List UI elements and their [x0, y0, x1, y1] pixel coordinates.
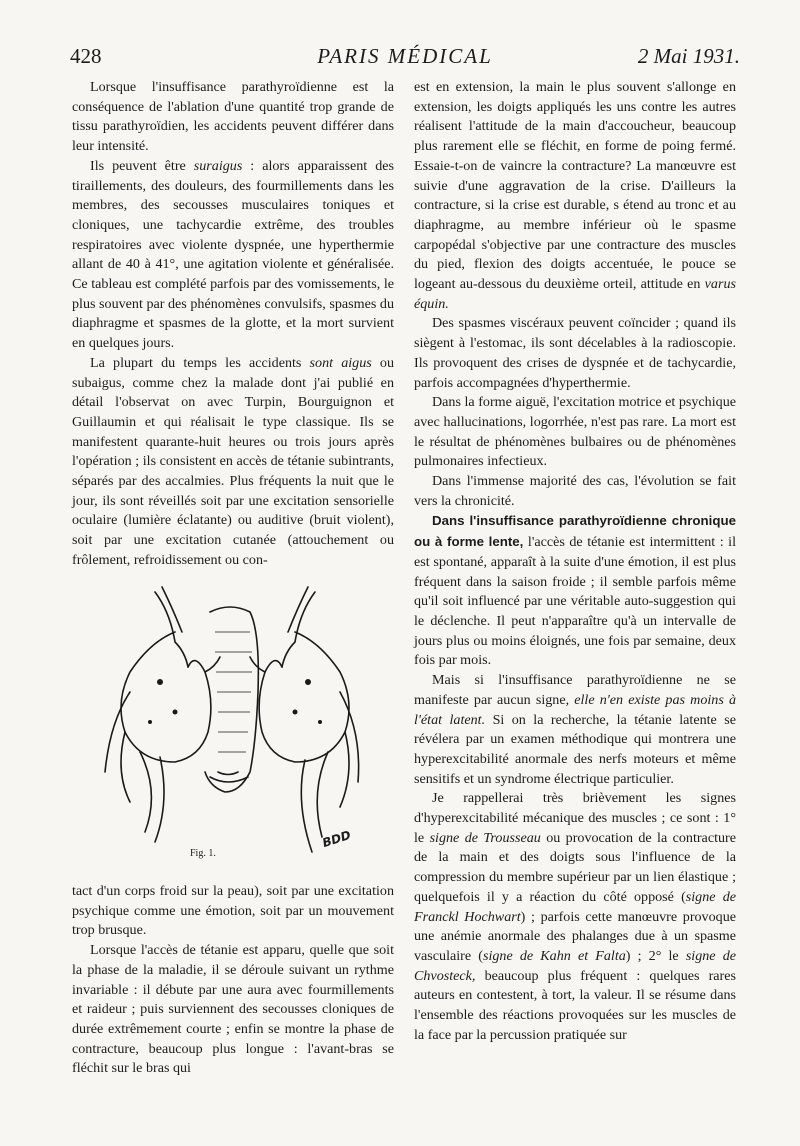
- paragraph: Lorsque l'accès de tétanie est apparu, quelle que soit la phase de la maladie, il se déroule suivant un rythme invariable : il débute par une aura avec fourmillements et raideur ; puis surviennent des secousses cloniques de durée extrêmement courte ; enfin se montre la phase de contracture, beaucoup plus longue : l'avant-bras se fléchit sur le bras qui: [72, 942, 394, 1077]
- section-heading: Dans l'insuffisance parathyroïdienne chronique ou à forme lente,: [414, 513, 736, 550]
- artist-signature: BDD: [320, 827, 353, 851]
- paragraph: Des spasmes viscéraux peuvent coïncider ; quand ils siègent à l'estomac, ils sont décelables à la radioscopie. Ils provoquent des crises de dyspnée et de tachycardie, parfois accompagnées d'hyperthermie.: [414, 315, 736, 391]
- paragraph: Ils peuvent être suraigus : alors apparaissent des tiraillements, des douleurs, des fourmillements dans les membres, des secousses musculaires toniques et cloniques, une tachycardie extrême, des troubles respiratoires avec violente dyspnée, une hyperthermie allant de 40 à 41°, une agitation violente et généralisée. Ce tableau est complété parfois par des vomissements, le plus souvent par des phénomènes convulsifs, spasmes du diaphragme et spasmes de la glotte, et la mort survient en quelques jours.: [72, 157, 394, 352]
- issue-date: 2 Mai 1931.: [637, 44, 740, 68]
- figure-hands-illustration: [100, 572, 370, 872]
- paragraph: Dans l'insuffisance parathyroïdienne chronique ou à forme lente, l'accès de tétanie est intermittent : il est spontané, apparaît à la suite d'une émotion, il est plus fréquent dans la saison froide ; il semble parfois même qu'il soit influencé par une véritable auto-suggestion qui le déclenche. Il peut n'apparaître qu'à un intervalle de jours plus ou moins éloignés, une fois par semaine, deux fois par mois.: [414, 513, 736, 669]
- page-header: [70, 44, 740, 74]
- left-column-bottom: [72, 882, 394, 1079]
- journal-title: PARIS MÉDICAL: [317, 44, 493, 68]
- left-column-top: [72, 78, 394, 571]
- figure-caption: Fig. 1.: [190, 848, 216, 859]
- paragraph: Lorsque l'insuffisance parathyroïdienne est la conséquence de l'ablation d'une quantité trop grande de tissu parathyroïdien, les accidents peuvent différer dans leur intensité.: [72, 79, 394, 155]
- paragraph: est en extension, la main le plus souvent s'allonge en extension, les doigts appliqués les uns contre les autres réalisent l'attitude de la main d'accoucheur, beaucoup plus rarement elle se fléchit, en forme de poing fermé. Essaie-t-on de vaincre la contracture? La manœuvre est suivie d'une aggravation de la crise. D'ailleurs la contracture, si la crise est durable, s étend au tronc et au diaphragme, au membre inférieur où le spasme carpopédal s'objective par une contracture des muscles du pied, flexion des doigts accentuée, le pouce se logeant au-dessous du deuxième orteil, attitude en varus équin.: [414, 79, 736, 312]
- right-column: [414, 78, 736, 1045]
- paragraph: Dans l'immense majorité des cas, l'évolution se fait vers la chronicité.: [414, 473, 736, 509]
- paragraph: tact d'un corps froid sur la peau), soit par une excitation psychique comme une émotion, soit par un mouvement trop brusque.: [72, 883, 394, 939]
- paragraph: La plupart du temps les accidents sont aigus ou subaigus, comme chez la malade dont j'ai publié en détail l'observat on avec Turpin, Bourguignon et Guillaumin et qui réalisait le type classique. Ils se manifestent quarante-huit heures ou trois jours après l'opération ; ils consistent en accès de tétanie subintrants, séparés par des accalmies. Plus fréquents la nuit que le jour, ils sont réveillés soit par une excitation sensorielle oculaire (lumière éclatante) ou auditive (bruit violent), soit par une excitation cutanée (attouchement ou frôlement, refroidissement ou con-: [72, 354, 394, 568]
- paragraph: Dans la forme aiguë, l'excitation motrice et psychique avec hallucinations, logorrhée, n'est pas rare. La mort est le résultat de phénomènes bulbaires ou de phénomènes pulmonaires infectieux.: [414, 394, 736, 470]
- paragraph: Mais si l'insuffisance parathyroïdienne ne se manifeste par aucun signe, elle n'en existe pas moins à l'état latent. Si on la recherche, la tétanie latente se révélera par un examen méthodique qui montrera une hyperexcitabilité anormale des nerfs moteurs et même sensitifs et un syndrome électrique particulier.: [414, 672, 736, 787]
- paragraph: Je rappellerai très brièvement les signes d'hyperexcitabilité mécanique des muscles ; ce sont : 1° le signe de Trousseau ou provocation de la contracture de la main et des doigts sous l'influence de la compression du membre supérieur par un lien élastique ; quelquefois il y a réaction du côté opposé (signe de Franckl Hochwart) ; parfois cette manœuvre provoque une anémie anormale des phalanges due à un spasme vasculaire (signe de Kahn et Falta) ; 2° le signe de Chvosteck, beaucoup plus fréquent : quelques rares auteurs en contestent, à tort, la valeur. Il se résume dans l'ensemble des réactions provoquées sur les muscles de la face par la percussion pratiquée sur: [414, 790, 736, 1043]
- page-number: 428: [70, 44, 102, 68]
